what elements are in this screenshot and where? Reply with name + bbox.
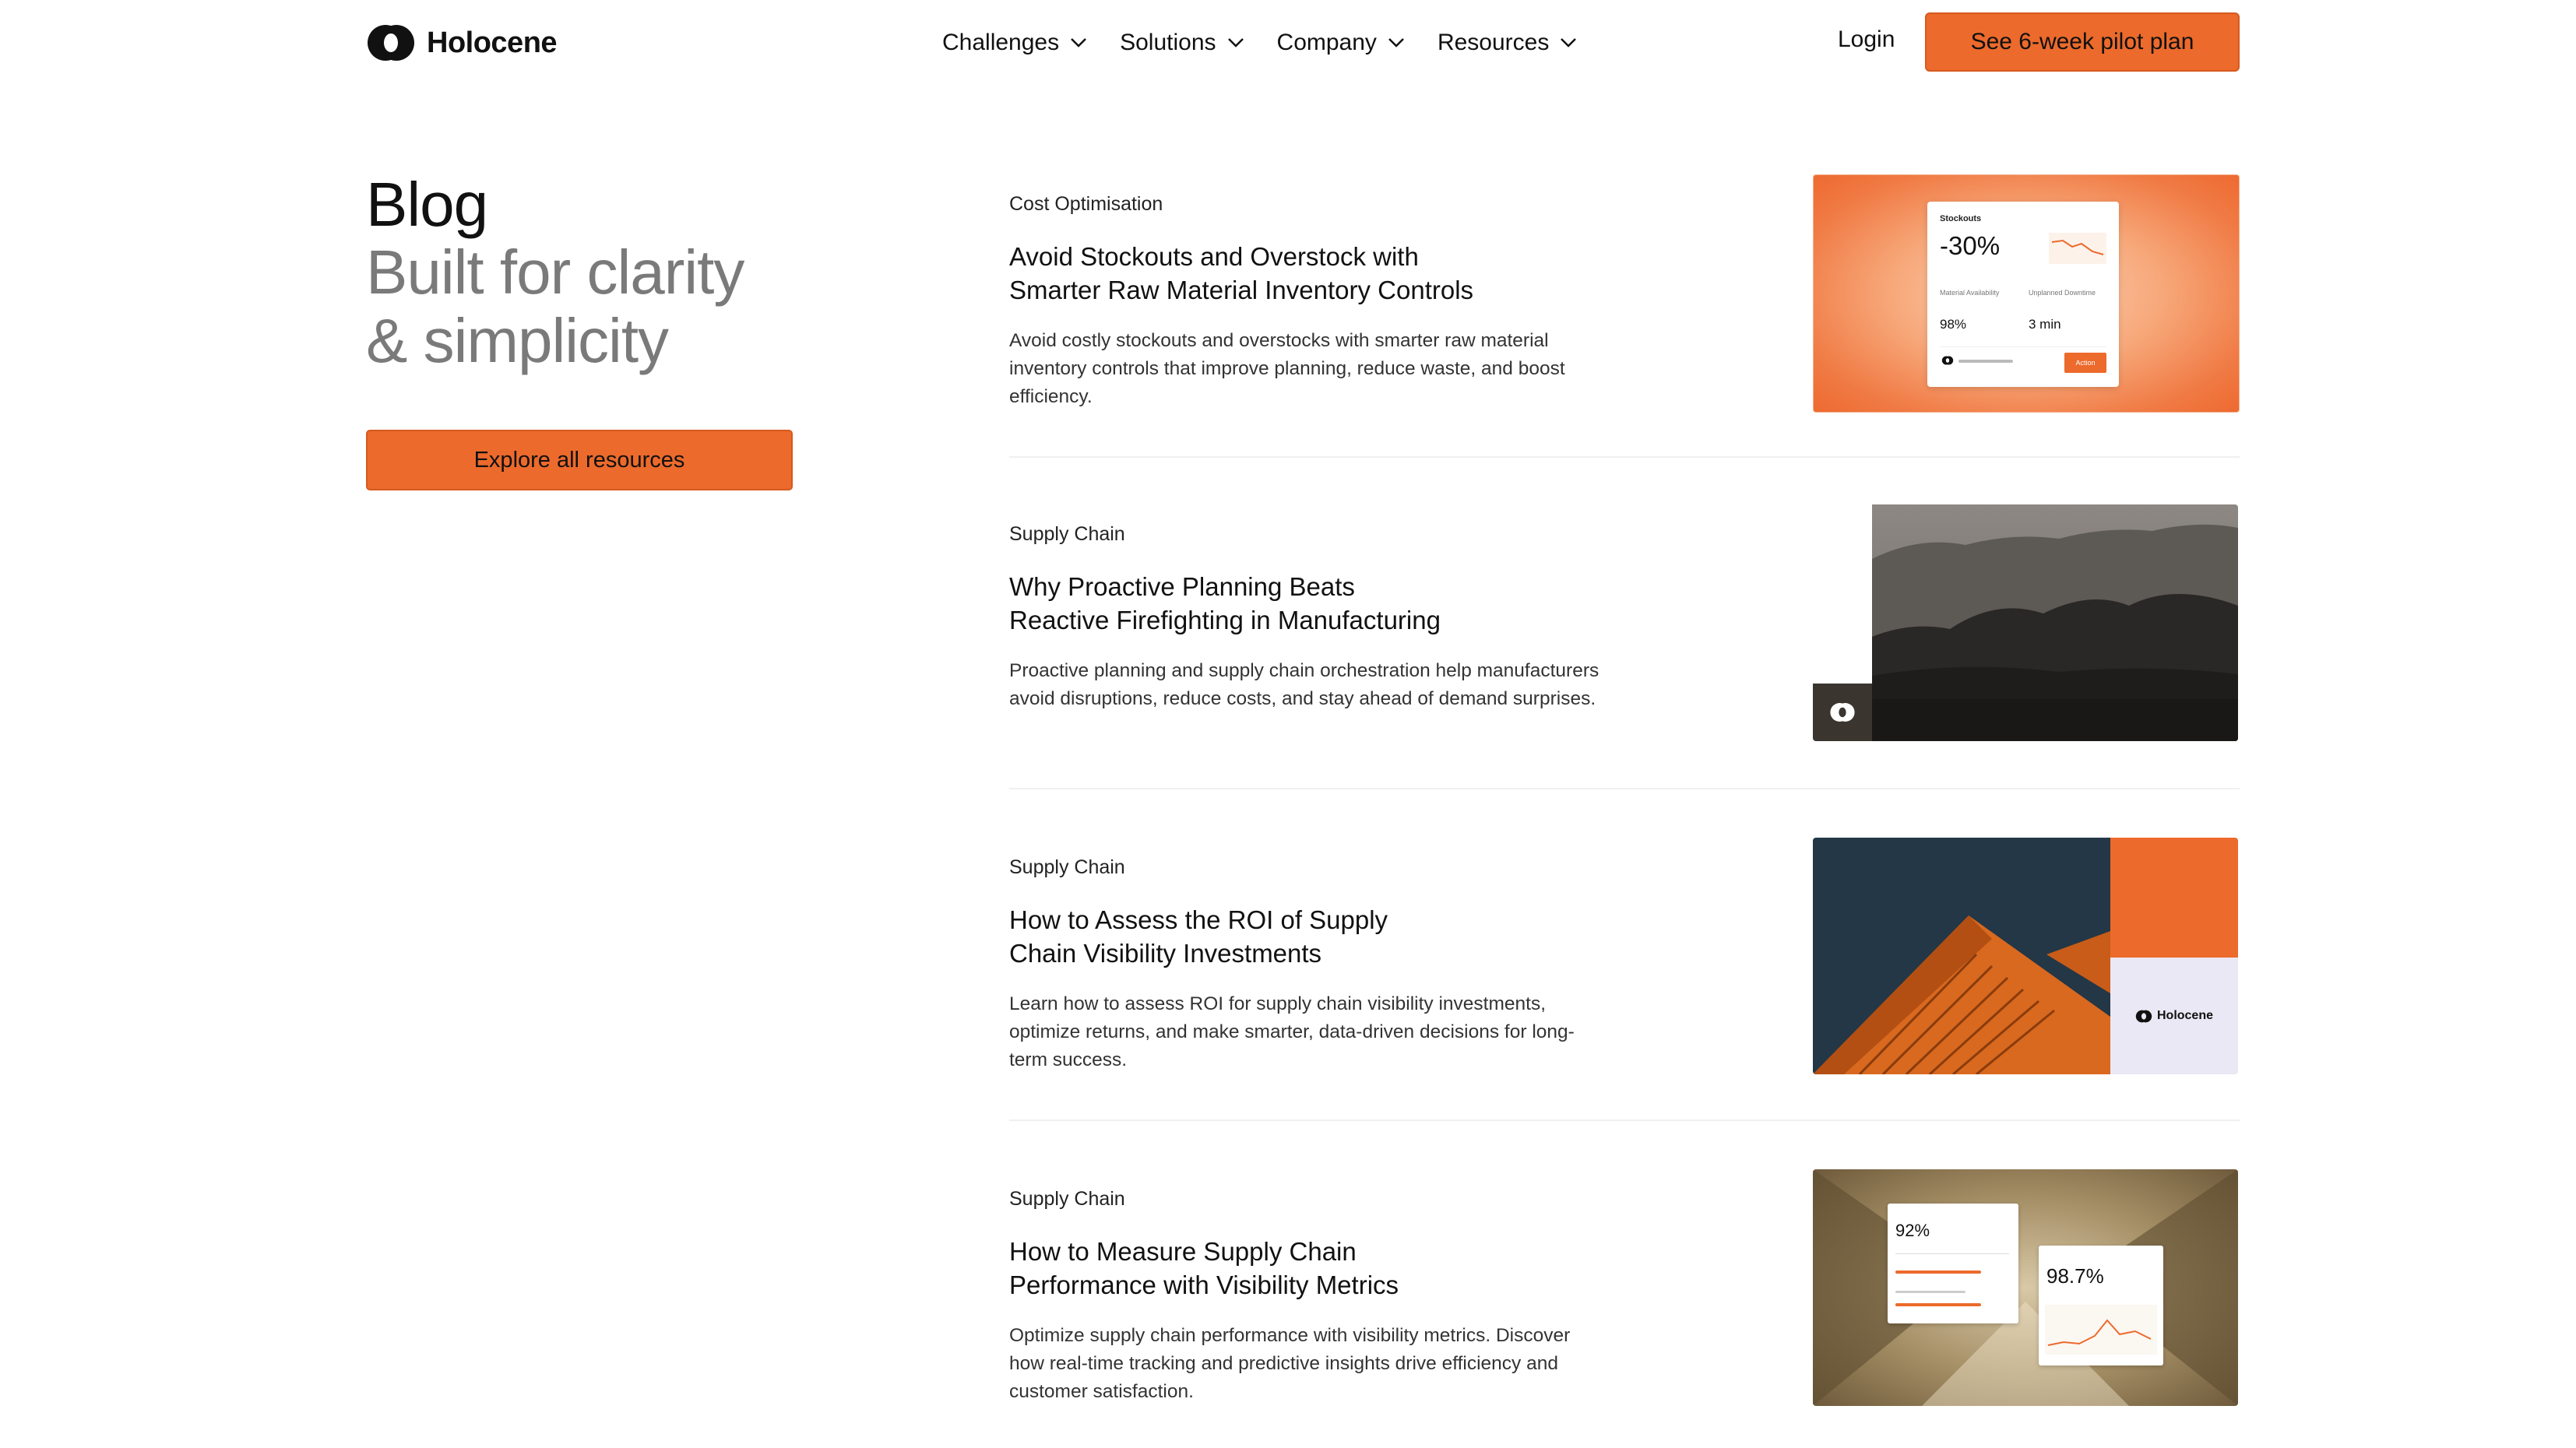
page-subtitle bbox=[366, 238, 833, 375]
title-line: Performance with Visibility Metrics bbox=[1009, 1271, 1399, 1299]
chevron-down-icon bbox=[1388, 37, 1405, 48]
divider bbox=[1009, 456, 2240, 458]
trend-sparkline bbox=[2049, 233, 2106, 264]
article-card[interactable] bbox=[1009, 170, 2240, 427]
article-description: Learn how to assess ROI for supply chain visibility investments, optimize returns, and make smarter, data-driven decisions for long-term success. bbox=[1009, 993, 1575, 1070]
article-description: Proactive planning and supply chain orchestration help manufacturers avoid disruptions, reduce costs, and stay ahead of demand surprises. bbox=[1009, 660, 1599, 709]
metric-card bbox=[2039, 1246, 2163, 1365]
article-title[interactable] bbox=[1009, 570, 1601, 637]
chevron-down-icon bbox=[1227, 37, 1244, 48]
page-title: Blog bbox=[366, 170, 488, 239]
brand-name: Holocene bbox=[2156, 1009, 2213, 1022]
title-line: Avoid Stockouts and Overstock with bbox=[1009, 242, 1419, 271]
holocene-logo-icon bbox=[1829, 702, 1856, 722]
holocene-logo-icon bbox=[366, 23, 416, 62]
subtitle-line: & simplicity bbox=[366, 306, 669, 375]
brand-name: Holocene bbox=[427, 26, 558, 59]
title-line: Smarter Raw Material Inventory Controls bbox=[1009, 276, 1474, 304]
metric1-value: 98% bbox=[1940, 317, 1967, 332]
article-description: Optimize supply chain performance with visibility metrics. Discover how real-time tracking and predictive insights drive efficiency and customer satisfaction. bbox=[1009, 1325, 1571, 1402]
card-action-button: Action bbox=[2064, 353, 2106, 373]
metric-card bbox=[1888, 1204, 2018, 1323]
article-thumbnail[interactable] bbox=[1813, 1169, 2238, 1406]
article-title[interactable] bbox=[1009, 1235, 1601, 1302]
light-beams-background bbox=[1813, 1169, 2238, 1406]
nav-label: Resources bbox=[1437, 30, 1550, 55]
article-category[interactable]: Cost Optimisation bbox=[1009, 193, 1163, 215]
divider bbox=[1009, 788, 2240, 789]
mountain-landscape-image bbox=[1872, 504, 2238, 741]
metric-value: -30% bbox=[1940, 231, 2001, 260]
main-nav bbox=[942, 23, 1577, 62]
explore-resources-button[interactable]: Explore all resources bbox=[366, 430, 793, 490]
orange-panel bbox=[2110, 838, 2238, 958]
article-card[interactable] bbox=[1009, 833, 2240, 1090]
article-category[interactable]: Supply Chain bbox=[1009, 856, 1125, 878]
brand-panel bbox=[2110, 958, 2238, 1074]
shipping-containers-image bbox=[1813, 838, 2110, 1074]
title-line: Why Proactive Planning Beats bbox=[1009, 572, 1355, 601]
article-thumbnail[interactable] bbox=[1813, 174, 2240, 413]
title-line: How to Measure Supply Chain bbox=[1009, 1237, 1357, 1266]
nav-solutions[interactable] bbox=[1120, 30, 1244, 56]
metric1-label: Material Availability bbox=[1940, 289, 2000, 297]
nav-label: Solutions bbox=[1120, 30, 1216, 55]
subtitle-line: Built for clarity bbox=[366, 237, 744, 307]
metric2-label: Unplanned Downtime bbox=[2029, 289, 2096, 297]
article-title[interactable] bbox=[1009, 903, 1601, 970]
metric2-value: 3 min bbox=[2029, 317, 2061, 332]
article-title[interactable] bbox=[1009, 240, 1601, 307]
article-category[interactable]: Supply Chain bbox=[1009, 523, 1125, 545]
trend-sparkline bbox=[2045, 1305, 2157, 1355]
divider bbox=[1009, 1119, 2240, 1121]
article-thumbnail[interactable] bbox=[1813, 838, 2238, 1074]
nav-label: Challenges bbox=[942, 30, 1060, 55]
pilot-plan-button[interactable]: See 6-week pilot plan bbox=[1925, 12, 2240, 72]
title-line: How to Assess the ROI of Supply bbox=[1009, 905, 1388, 934]
chevron-down-icon bbox=[1560, 37, 1577, 48]
metric-label: Stockouts bbox=[1940, 214, 1982, 223]
chevron-down-icon bbox=[1070, 37, 1087, 48]
article-category[interactable]: Supply Chain bbox=[1009, 1188, 1125, 1210]
article-thumbnail[interactable] bbox=[1813, 504, 2238, 741]
metric-value: 98.7% bbox=[2046, 1264, 2104, 1288]
login-link[interactable]: Login bbox=[1838, 26, 1895, 52]
metric-value: 92% bbox=[1895, 1221, 1930, 1240]
title-line: Chain Visibility Investments bbox=[1009, 939, 1322, 968]
nav-challenges[interactable] bbox=[942, 30, 1087, 56]
article-card[interactable] bbox=[1009, 1165, 2240, 1422]
holocene-logo-icon bbox=[2135, 1010, 2152, 1023]
title-line: Reactive Firefighting in Manufacturing bbox=[1009, 606, 1441, 634]
article-description: Avoid costly stockouts and overstocks with smarter raw material inventory controls that improve planning, reduce waste, and boost efficiency. bbox=[1009, 330, 1565, 407]
brand-logo[interactable] bbox=[366, 23, 557, 62]
metric-card bbox=[1927, 202, 2119, 387]
brand-badge bbox=[1813, 684, 1872, 741]
nav-company[interactable] bbox=[1277, 30, 1405, 56]
nav-resources[interactable] bbox=[1438, 30, 1577, 56]
nav-label: Company bbox=[1276, 30, 1377, 55]
article-card[interactable] bbox=[1009, 500, 2240, 757]
holocene-logo-icon bbox=[1941, 356, 1954, 365]
